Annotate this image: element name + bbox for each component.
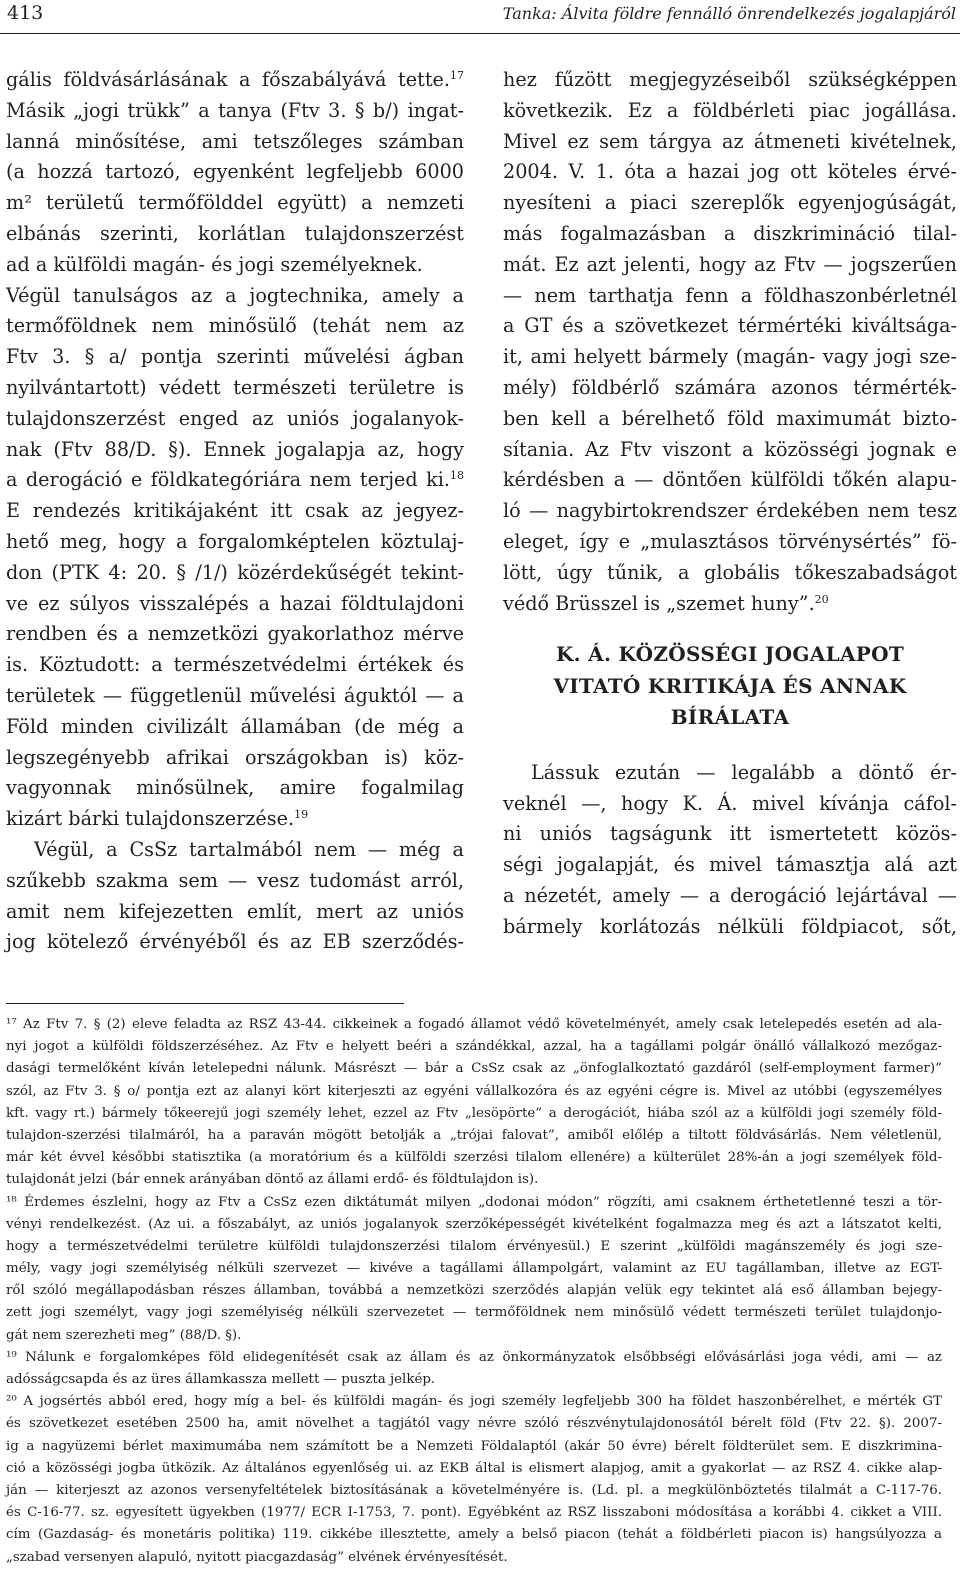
footnote-line: ¹⁸ Érdemes észlelni, hogy az Ftv a CsSz ezen diktátumát milyen „dodonai módon” rögzíti, ami csaknem érthetetlenné teszi a tör-: [6, 1194, 942, 1210]
footnote-line: tulajdon-szerzési tilalmáról, ha a paraván mögött betolják a „trójai falovat”, amiből előlép a tiltott földvásárlás. Nem véletlenül,: [6, 1127, 942, 1143]
text-line: m² területű termőfölddel együtt) a nemzeti: [6, 191, 464, 215]
section-heading: [503, 639, 957, 734]
header-rule: [0, 33, 960, 34]
text-line: nyilvántartott) védett természeti területre is: [6, 375, 464, 399]
text-line: rendben és a nemzetközi gyakorlathoz mérve: [6, 622, 464, 646]
footnote-line: tulajdonát jelzi (bár ennek arányában döntő az állami erdő- és földtulajdon is).: [6, 1172, 539, 1188]
heading-line: VITATÓ KRITIKÁJA ÉS ANNAK: [553, 673, 907, 698]
text-line: Mivel ez sem tárgya az átmeneti kivételnek,: [503, 129, 957, 153]
page-number: 413: [7, 2, 44, 24]
footnote-line: szól, az Ftv 3. § o/ pontja ezt az alanyi kört kiterjeszti az egyéni vállalkozóra és az egyéni cégre is. Mivel az utóbbi (egyszemélyes: [6, 1083, 942, 1099]
text-line: amit nem kifejezetten említ, mert az uniós: [6, 899, 464, 923]
footnote-line: cím (Gazdaság- és monetáris politika) 119. cikkébe illesztette, amely a belső piacon (tehát a földbérleti piacon is) hangsúlyozza a: [6, 1527, 942, 1543]
text-line: kérdésben a — döntően külföldi tőkén alapu-: [503, 468, 957, 492]
footnote-line: zett jogi személyt, vagy jogi személyiség nélküli szervezetet — termőföldnek nem minősülő védett természeti terület tulajdonjo-: [6, 1305, 942, 1321]
text-line: bármely korlátozás nélküli földpiacot, sőt,: [503, 914, 957, 938]
text-line: a GT és a szövetkezet térmértéki kiváltsága-: [503, 314, 957, 338]
text-line: hető meg, hogy a forgalomképtelen köztulaj-: [6, 529, 464, 553]
text-line: don (PTK 4: 20. § /1/) közérdekűségét tekint-: [6, 560, 464, 584]
footnote-line: ján — kiterjeszt az azonos versenyfeltételek biztosításának a követelményére is. (Ld. pl. a megkülönböztetés tilalmát a C-117-76.: [6, 1482, 942, 1498]
text-line: ni uniós tagságunk itt ismertetett közös-: [503, 822, 957, 846]
text-line: területek — függetlenül művelési águktól — a: [6, 683, 464, 707]
footnote-rule: [6, 1003, 404, 1004]
heading-line: K. Á. KÖZÖSSÉGI JOGALAPOT: [555, 642, 905, 667]
text-line: Végül, a CsSz tartalmából nem — még a: [34, 837, 464, 861]
text-line: Lássuk ezután — legalább a döntő ér-: [531, 760, 957, 784]
text-line: mát. Ez azt jelenti, hogy az Ftv — jogszerűen: [503, 252, 957, 276]
text-line: a derogáció e földkategóriára nem terjed ki.$^{18}$: [6, 468, 464, 492]
footnote-line: dasági termelőként kíván letelepedni nálunk. Másrészt — bár a CsSz csak az „önfoglalkoztató gazdáról (self-employment farmer)”: [6, 1061, 942, 1077]
text-line: lanná minősítése, ami tetszőleges számban: [6, 129, 464, 153]
text-line: tulajdonszerzést enged az uniós jogalanyok-: [6, 406, 464, 430]
footnote-line: vényi rendelkezést. (Az ui. a főszabályt, az uniós jogalanyok szerzőképességét kivételként fogalmazza meg és azt a látszatot kelti,: [6, 1216, 942, 1232]
text-line: ségi jogalapját, és mivel támasztja alá azt: [503, 853, 957, 877]
text-line: is. Köztudott: a természetvédelmi értékek és: [6, 653, 464, 677]
text-line: nak (Ftv 88/D. §). Ennek jogalapja az, hogy: [6, 437, 464, 461]
text-line: védő Brüsszel is „szemet huny”.$^{20}$: [503, 591, 829, 615]
page-header: [0, 0, 960, 40]
text-line: ben kell a bérelhető föld maximumát bizto-: [503, 406, 957, 430]
footnotes: [6, 1014, 942, 1569]
text-line: Végül tanulságos az a jogtechnika, amely a: [6, 283, 464, 307]
footnote-line: és szövetkezet esetében 2500 ha, amit növelhet a tagjától vagy névre szóló részvénytulajdonosától bérelt föld (Ftv 22. §). 2007-: [6, 1416, 942, 1432]
text-line: következik. Ez a földbérleti piac jogállása.: [503, 98, 957, 122]
footnote-line: és C-16-77. sz. egyesített ügyekben (1977/ ECR I-1753, 7. pont). Egyébként az RSZ lisszaboni módosítása a korábbi 4. cikket a VIII.: [6, 1505, 942, 1521]
footnote-line: gát nem szerezheti meg” (88/D. §).: [6, 1327, 242, 1343]
footnote-ref-19[interactable]: 19: [294, 808, 309, 822]
running-title: Tanka: Álvita földre fennálló önrendelkezés jogalapjáról: [502, 4, 956, 23]
text-line: 2004. V. 1. óta a hazai jog ott köteles érvé-: [503, 160, 957, 184]
footnote-line: ²⁰ A jogsértés abból ered, hogy míg a bel- és külföldi magán- és jogi személy legfeljebb 300 ha földet haszonbérelhet, e mérték GT: [6, 1394, 942, 1410]
text-line: nyesíteni a piaci szereplők egyenjogúságát,: [503, 191, 957, 215]
footnote-line: ig a nagyüzemi bérlet maximumába nem számított be a Nemzeti Földalaptól (akár 50 évre) bérelt földterület sem. E diszkrimina-: [6, 1438, 942, 1454]
footnote-line: már két évvel későbbi statisztika (a moratórium és a külföldi szerzési tilalom ellenére) a külterület 28%-án a jogi személyek föld-: [6, 1150, 942, 1166]
text-line: (a hozzá tartozó, egyenként legfeljebb 6000: [6, 160, 464, 184]
text-line: más fogalmazásban a diszkrimináció tilal-: [503, 221, 957, 245]
footnote-line: ció a közösségi jogba ütközik. Az általános egyenlőség ui. az EKB által is elismert alapjog, amit a gyakorlat — az RSZ 4. cikke alap-: [6, 1460, 942, 1476]
footnote-line: nyi jogot a külföldi földszerzéséhez. Az Ftv e helyett beéri a szándékkal, azzal, ha a tagállami polgár önálló vállalkozó mezőgaz-: [6, 1039, 942, 1055]
text-line: legszegényebb afrikai országokban is) köz-: [6, 745, 464, 769]
text-line: a nézetét, amely — a derogáció lejártával —: [503, 884, 957, 908]
footnote-line: mély, vagy jogi személyiség nélküli szervezet — kivéve a tagállami állampolgárt, valamint az EU tagállamban, illetve az EGT-: [6, 1261, 942, 1277]
text-line: E rendezés kritikájaként itt csak az jegyez-: [6, 499, 464, 523]
text-line: termőföldnek nem minősülő (tehát nem az: [6, 314, 464, 338]
text-line: Ftv 3. § a/ pontja szerinti művelési ágban: [6, 345, 464, 369]
text-line: Másik „jogi trükk” a tanya (Ftv 3. § b/) ingat-: [6, 98, 464, 122]
text-line: eleget, így e „mulasztásos törvénysértés” fö-: [503, 529, 957, 553]
footnote-line: „szabad versenyen alapuló, nyitott piacgazdaság” elvének érvényesítését.: [6, 1549, 508, 1565]
text-line: Föld minden civilizált államában (de még a: [6, 714, 464, 738]
footnote-line: ¹⁷ Az Ftv 7. § (2) eleve feladta az RSZ 43-44. cikkeinek a fogadó államot védő követelményét, amely csak letelepedés esetén ad ala-: [6, 1017, 942, 1032]
text-line: ve ez súlyos visszalépés a hazai földtulajdoni: [6, 591, 464, 615]
text-line: ad a külföldi magán- és jogi személyeknek.: [6, 252, 423, 276]
heading-line: BÍRÁLATA: [670, 705, 790, 730]
text-line: sítania. Az Ftv viszont a közösségi jognak e: [503, 437, 957, 461]
text-line: jog kötelező érvényéből és az EB szerződés-: [6, 930, 464, 954]
text-line: lött, úgy tűnik, a globális tőkeszabadságot: [503, 560, 957, 584]
text-line: ló — nagybirtokrendszer érdekében nem tesz: [503, 499, 957, 523]
text-line: kizárt bárki tulajdonszerzése.$^{19}$: [6, 807, 309, 831]
footnote-ref-18[interactable]: 18: [450, 469, 464, 483]
footnote-ref-17[interactable]: 17: [450, 69, 464, 82]
footnote-line: hogy a természetvédelmi területre külföldi tulajdonszerzési tilalom érvényesül.) E szerint „külföldi magánszemély és jogi sze-: [6, 1238, 942, 1254]
left-column: [6, 65, 464, 958]
text-line: mély) földbérlő számára azonos térmérték-: [503, 375, 957, 399]
footnote-line: ¹⁹ Nálunk e forgalomképes föld elidegenítését csak az állam és az önkormányzatok elsőbbségi elővásárlási joga védi, ami — az: [6, 1349, 942, 1365]
footnote-line: ről szóló megállapodásban részes államban, továbbá a nemzetközi szerződés alapján velük egy tekintet alá eső államban bejegy-: [6, 1283, 942, 1299]
footnote-line: kft. vagy rt.) bármely tőkeerejű jogi személy lehet, ezzel az Ftv „lesöpörte” a derogációt, hiába szól az a külföldi jogi személy föld-: [6, 1105, 942, 1121]
footnote-line: adósságcsapda és az üres államkassza mellett — puszta jelkép.: [6, 1372, 436, 1387]
text-line: szűkebb szakma sem — vesz tudomást arról,: [6, 868, 464, 892]
text-line: — nem tarthatja fenn a földhaszonbérletnél: [503, 283, 957, 307]
text-line: elbánás szerinti, korlátlan tulajdonszerzést: [6, 221, 464, 245]
right-column: [503, 65, 957, 943]
text-line: veknél —, hogy K. Á. mivel kívánja cáfol-: [503, 791, 957, 815]
text-line: hez fűzött megjegyzéseiből szükségképpen: [503, 68, 957, 91]
text-line: vagyonnak minősülnek, amire fogalmilag: [6, 776, 464, 800]
footnote-ref-20[interactable]: 20: [814, 592, 829, 606]
text-line: it, ami helyett bármely (magán- vagy jogi sze-: [503, 345, 957, 369]
text-line: gális földvásárlásának a főszabályává tette.$^{17}$: [6, 68, 464, 91]
